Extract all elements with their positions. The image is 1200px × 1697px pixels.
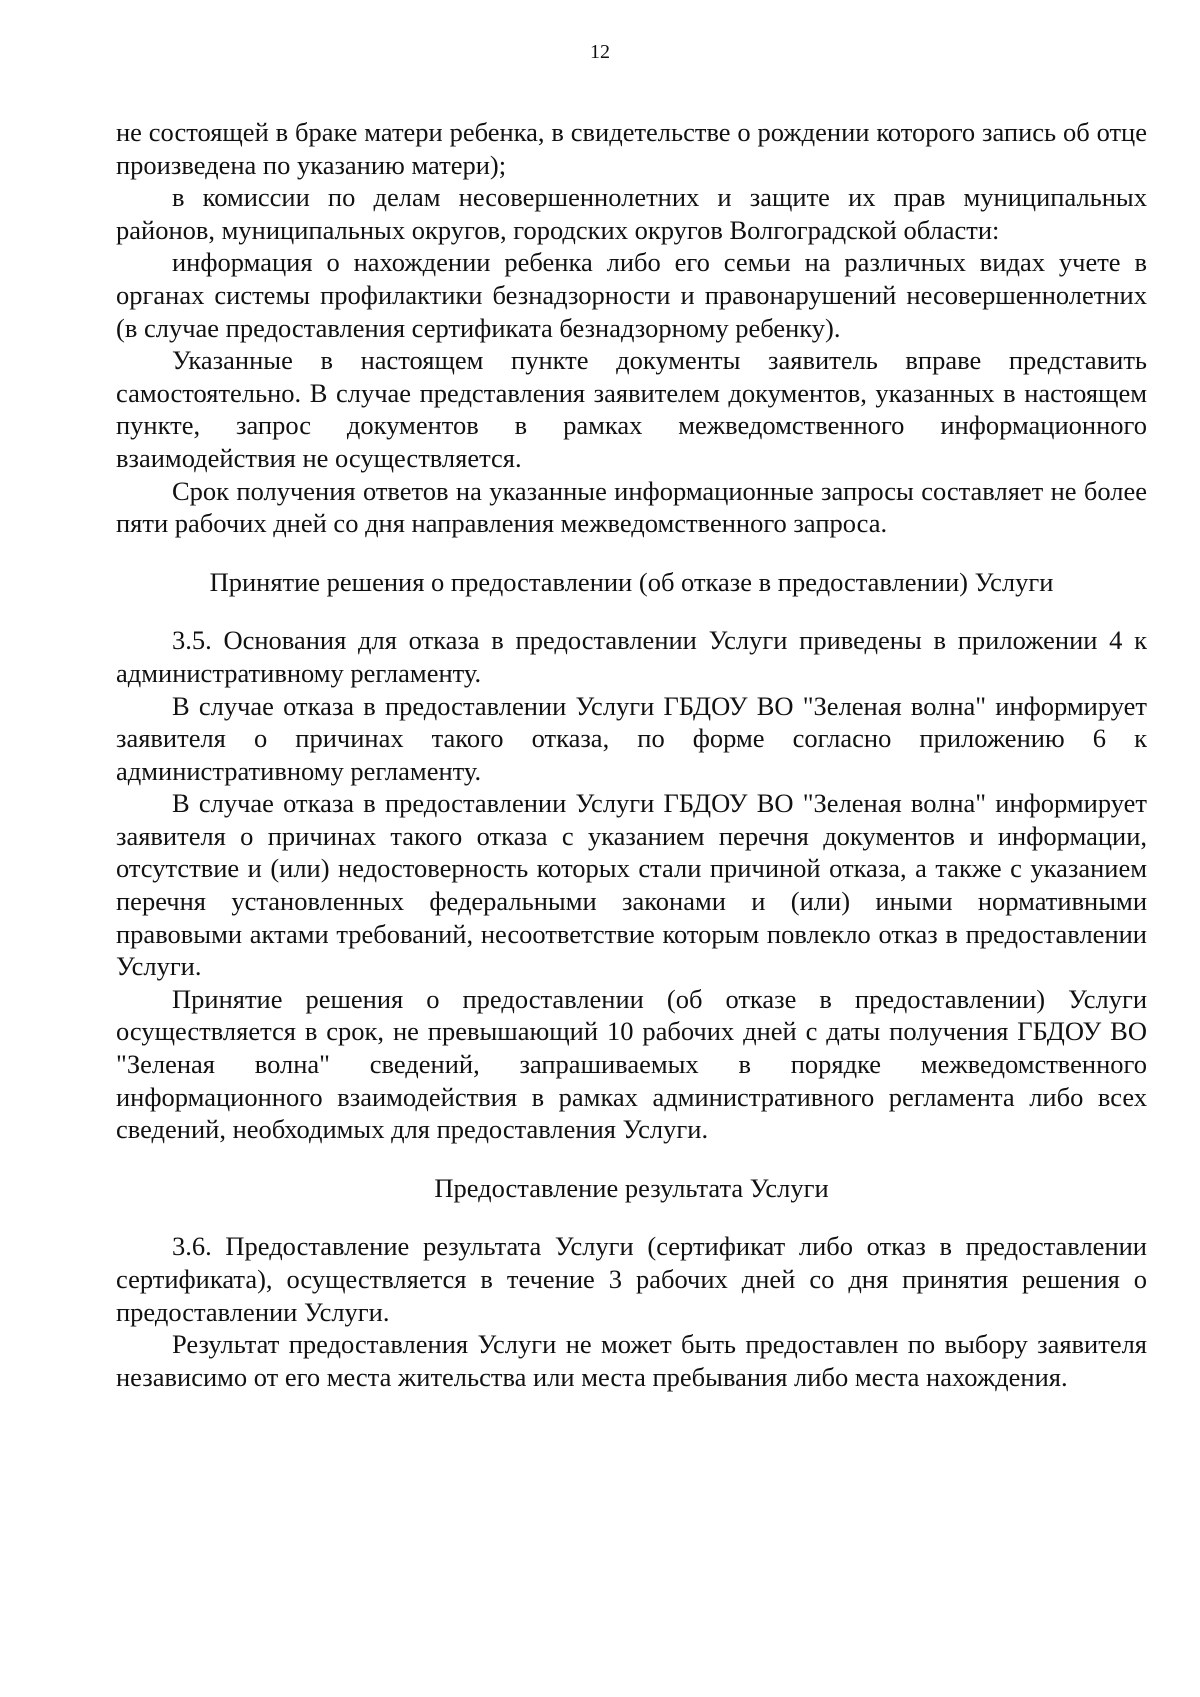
document-body — [116, 116, 1147, 1393]
paragraph-refusal-reasons: В случае отказа в предоставлении Услуги ГБДОУ ВО "Зеленая волна" информирует заявителя о причинах такого отказа с указанием перечня документов и информации, отсутствие и (или) недостоверность которых стали причиной отказа, а также с указанием перечня установленных федеральными законами и (или) иными нормативными правовыми актами требований, несоответствие которым повлекло отказ в предоставлении Услуги. — [116, 788, 1147, 982]
paragraph-documents-right: Указанные в настоящем пункте документы заявитель вправе представить самостоятельно. В случае представления заявителем документов, указанных в настоящем пункте, запрос документов в рамках межведомственного информационного взаимодействия не осуществляется. — [116, 345, 1147, 473]
page-number: 12 — [590, 41, 610, 63]
paragraph-commission: в комиссии по делам несовершеннолетних и защите их прав муниципальных районов, муниципальных округов, городских округов Волгоградской области: — [116, 182, 1147, 245]
section-heading-decision: Принятие решения о предоставлении (об отказе в предоставлении) Услуги — [209, 566, 1054, 597]
paragraph-3-6: 3.6. Предоставление результата Услуги (сертификат либо отказ в предоставлении сертификата), осуществляется в течение 3 рабочих дней со дня принятия решения о предоставлении Услуги. — [116, 1231, 1147, 1327]
paragraph-result-location: Результат предоставления Услуги не может быть предоставлен по выбору заявителя независимо от его места жительства или места пребывания либо места нахождения. — [116, 1329, 1147, 1392]
paragraph-3-5: 3.5. Основания для отказа в предоставлении Услуги приведены в приложении 4 к административному регламенту. — [116, 625, 1147, 688]
paragraph-continuation: не состоящей в браке матери ребенка, в свидетельстве о рождении которого запись об отце произведена по указанию матери); — [116, 117, 1147, 180]
paragraph-response-term: Срок получения ответов на указанные информационные запросы составляет не более пяти рабочих дней со дня направления межведомственного запроса. — [116, 475, 1147, 539]
paragraph-information: информация о нахождении ребенка либо его семьи на различных видах учете в органах системы профилактики безнадзорности и правонарушений несовершеннолетних (в случае предоставления сертификата безнадзорному ребенку). — [116, 247, 1147, 343]
section-heading-result: Предоставление результата Услуги — [434, 1172, 829, 1203]
paragraph-decision-term: Принятие решения о предоставлении (об отказе в предоставлении) Услуги осуществляется в срок, не превышающий 10 рабочих дней с даты получения ГБДОУ ВО "Зеленая волна" сведений, запрашиваемых в порядке межведомственного информационного взаимодействия в рамках административного регламента либо всех сведений, необходимых для предоставления Услуги. — [116, 983, 1147, 1145]
paragraph-refusal-form: В случае отказа в предоставлении Услуги ГБДОУ ВО "Зеленая волна" информирует заявителя о причинах такого отказа, по форме согласно приложению 6 к административному регламенту. — [116, 690, 1147, 786]
